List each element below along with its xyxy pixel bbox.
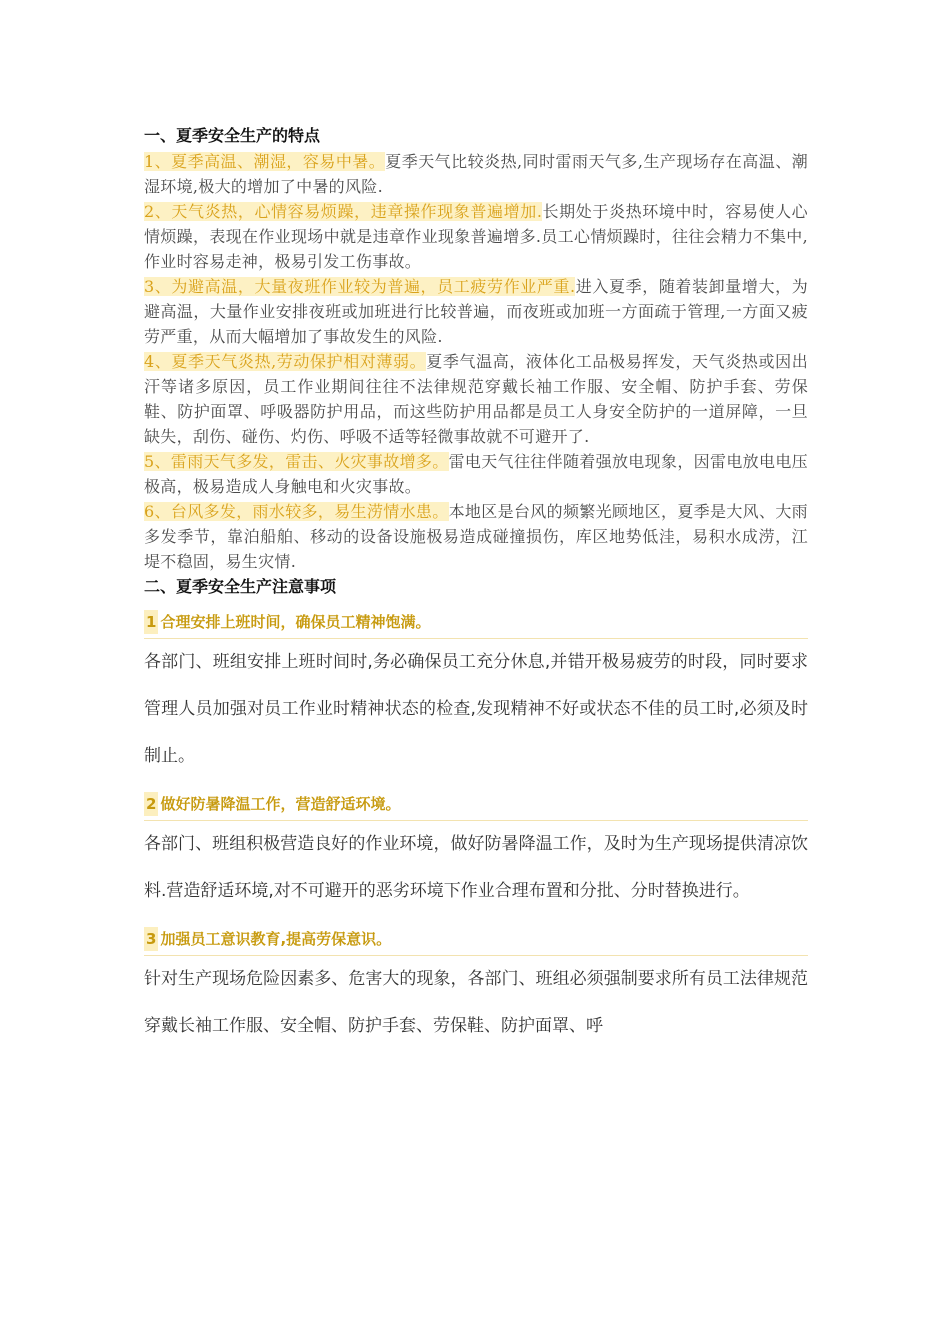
section1-item-4 bbox=[144, 349, 808, 449]
item-text: 夏季气温高，液体化工品极易挥发，天气炎热或因出汗等诸多原因，员工作业期间往往不法律规范穿戴长袖工作服、安全帽、防护手套、劳保鞋、防护面罩、呼吸器防护用品，而这些防护用品都是员工人身安全防护的一道屏障，一旦缺失，刮伤、碰伤、灼伤、呼吸不适等轻微事故就不可避开了. bbox=[144, 352, 808, 446]
item-text: 雷电天气往往伴随着强放电现象，因雷电放电电压极高，极易造成人身触电和火灾事故。 bbox=[144, 452, 808, 496]
item-text: 长期处于炎热环境中时，容易使人心情烦躁，表现在作业现场中就是违章作业现象普遍增多.员工心情烦躁时，往往会精力不集中,作业时容易走神，极易引发工伤事故。 bbox=[144, 202, 808, 271]
item-text: 夏季天气比较炎热,同时雷雨天气多,生产现场存在高温、潮湿环境,极大的增加了中暑的风险. bbox=[144, 152, 808, 196]
subheading-text: 合理安排上班时间，确保员工精神饱满。 bbox=[160, 613, 431, 631]
item-highlight: 6、台风多发，雨水较多，易生涝情水患。 bbox=[144, 502, 449, 521]
subheading-text: 做好防暑降温工作，营造舒适环境。 bbox=[160, 795, 401, 813]
section2-subheading-2 bbox=[144, 792, 808, 821]
section1-item-3 bbox=[144, 274, 808, 349]
item-text: 进入夏季，随着装卸量增大，为避高温，大量作业安排夜班或加班进行比较普遍，而夜班或加班一方面疏于管理,一方面又疲劳严重，从而大幅增加了事故发生的风险. bbox=[144, 277, 809, 346]
section2-body-2: 各部门、班组积极营造良好的作业环境，做好防暑降温工作，及时为生产现场提供清凉饮料.营造舒适环境,对不可避开的恶劣环境下作业合理布置和分批、分时替换进行。 bbox=[144, 834, 808, 901]
section1-item-5 bbox=[144, 449, 808, 499]
item-highlight: 5、雷雨天气多发，雷击、火灾事故增多。 bbox=[144, 452, 449, 471]
item-text: 本地区是台风的频繁光顾地区，夏季是大风、大雨多发季节，靠泊船舶、移动的设备设施极易造成碰撞损伤，库区地势低洼，易积水成涝，江堤不稳固，易生灾情. bbox=[144, 502, 808, 571]
section2-title: 二、夏季安全生产注意事项 bbox=[144, 577, 337, 596]
section2-body-3: 针对生产现场危险因素多、危害大的现象，各部门、班组必须强制要求所有员工法律规范穿戴长袖工作服、安全帽、防护手套、劳保鞋、防护面罩、呼 bbox=[144, 969, 808, 1036]
item-highlight: 4、夏季天气炎热,劳动保护相对薄弱。 bbox=[144, 352, 427, 371]
subheading-number: 1 bbox=[144, 610, 158, 634]
section1-item-6 bbox=[144, 499, 808, 574]
item-highlight: 1、夏季高温、潮湿，容易中暑。 bbox=[144, 152, 386, 171]
subheading-text: 加强员工意识教育,提高劳保意识。 bbox=[160, 930, 392, 948]
document-page bbox=[144, 123, 808, 1050]
section2-subheading-1 bbox=[144, 610, 808, 639]
section1-item-1 bbox=[144, 149, 808, 199]
section1-title: 一、夏季安全生产的特点 bbox=[144, 126, 321, 145]
section1-item-2 bbox=[144, 199, 808, 274]
subheading-number: 2 bbox=[144, 792, 158, 816]
item-highlight: 3、为避高温，大量夜班作业较为普遍，员工疲劳作业严重. bbox=[144, 277, 576, 296]
subheading-number: 3 bbox=[144, 927, 158, 951]
section2-subheading-3 bbox=[144, 927, 808, 956]
section2-body-1: 各部门、班组安排上班时间时,务必确保员工充分休息,并错开极易疲劳的时段，同时要求管理人员加强对员工作业时精神状态的检查,发现精神不好或状态不佳的员工时,必须及时制止。 bbox=[144, 652, 808, 766]
item-highlight: 2、天气炎热，心情容易烦躁，违章操作现象普遍增加. bbox=[144, 202, 543, 221]
